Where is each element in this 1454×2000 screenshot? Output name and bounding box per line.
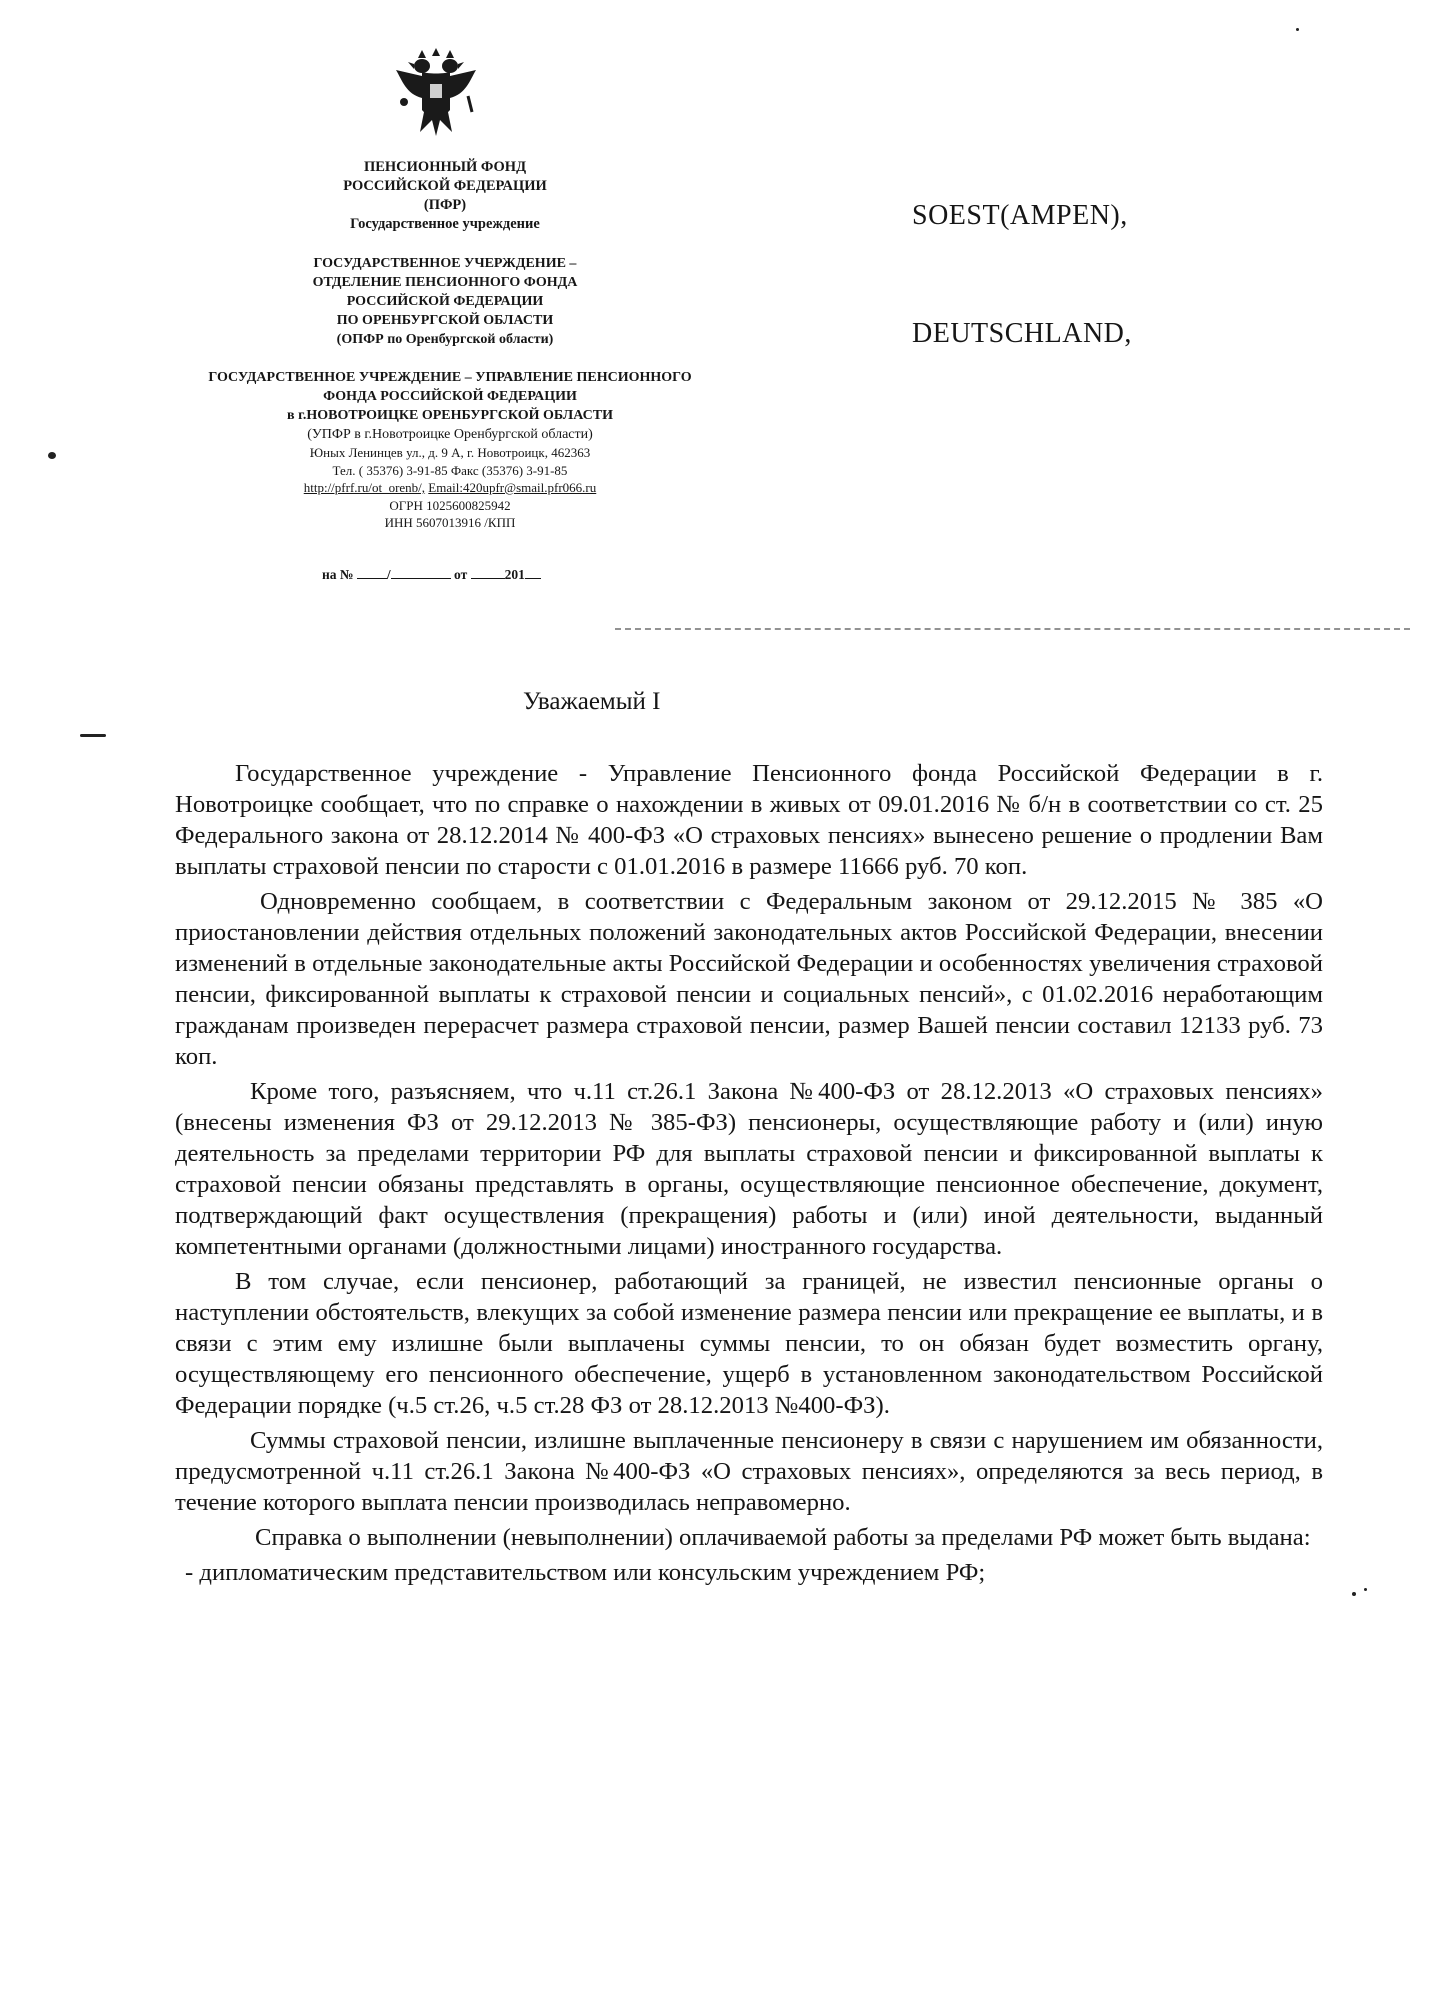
office-ogrn: ОГРН 1025600825942 bbox=[389, 497, 511, 513]
scan-speck bbox=[1296, 28, 1299, 31]
scan-speck bbox=[48, 452, 56, 459]
reference-line bbox=[322, 566, 541, 583]
recipient-city: SOEST(AMPEN), bbox=[912, 200, 1128, 231]
office-line: в г.НОВОТРОИЦКЕ ОРЕНБУРГСКОЙ ОБЛАСТИ bbox=[287, 408, 613, 423]
branch-line: (ОПФР по Оренбургской области) bbox=[336, 332, 554, 347]
office-header bbox=[150, 368, 750, 532]
scan-mark bbox=[80, 734, 106, 737]
office-phone: Тел. ( 35376) 3-91-85 Факс (35376) 3-91-85 bbox=[332, 462, 568, 478]
salutation: Уважаемый I bbox=[523, 688, 661, 715]
body-paragraph: Кроме того, разъясняем, что ч.11 ст.26.1 Закона №400-ФЗ от 28.12.2013 «О страховых пенсиях» (внесены изменения ФЗ от 29.12.2013 № 385-ФЗ) пенсионеры, осуществляющие работу и (или) иную деятельность за пределами территории РФ для выплаты страховой пенсии и фиксированной выплаты к страховой пенсии обязаны представлять в органы, осуществляющие пенсионное обеспечение, документ, подтверждающий факт осуществления (прекращения) работы и (или) иной деятельности, выданный компетентными органами (должностными лицами) иностранного государства. bbox=[175, 1078, 1323, 1260]
ref-prefix: на № bbox=[322, 567, 354, 582]
fund-header bbox=[300, 158, 590, 234]
ref-date-blank bbox=[391, 566, 451, 579]
fund-line: РОССИЙСКОЙ ФЕДЕРАЦИИ bbox=[343, 178, 547, 194]
body-paragraph: Одновременно сообщаем, в соответствии с Федеральным законом от 29.12.2015 № 385 «О приостановлении действия отдельных положений законодательных актов Российской Федерации, внесении изменений в отдельные законодательные акты Российской Федерации и особенностях увеличения страховой пенсии, фиксированной выплаты к страховой пенсии и социальных пенсий», с 01.02.2016 неработающим гражданам произведен перерасчет размера страховой пенсии, размер Вашей пенсии составил 12133 руб. 73 коп. bbox=[175, 888, 1323, 1070]
office-web-link[interactable]: http://pfrf.ru/ot_orenb/, bbox=[303, 480, 426, 495]
ref-year-blank bbox=[525, 566, 541, 579]
office-inn: ИНН 5607013916 /КПП bbox=[384, 515, 516, 530]
fund-line: Государственное учреждение bbox=[350, 216, 540, 232]
branch-line: ПО ОРЕНБУРГСКОЙ ОБЛАСТИ bbox=[336, 313, 554, 328]
fund-line: ПЕНСИОННЫЙ ФОНД bbox=[363, 159, 527, 175]
branch-line: РОССИЙСКОЙ ФЕДЕРАЦИИ bbox=[346, 294, 544, 309]
ref-slash: / bbox=[386, 567, 391, 582]
office-line: ГОСУДАРСТВЕННОЕ УЧРЕЖДЕНИЕ – УПРАВЛЕНИЕ ПЕНСИОННОГО bbox=[208, 370, 692, 385]
ref-from: от bbox=[454, 567, 468, 582]
recipient-country: DEUTSCHLAND, bbox=[912, 318, 1132, 349]
double-headed-eagle-emblem bbox=[392, 40, 480, 140]
branch-line: ОТДЕЛЕНИЕ ПЕНСИОННОГО ФОНДА bbox=[312, 275, 578, 290]
branch-line: ГОСУДАРСТВЕННОЕ УЧЕРЖДЕНИЕ – bbox=[313, 256, 577, 271]
body-paragraph: В том случае, если пенсионер, работающий за границей, не известил пенсионные органы о наступлении обстоятельств, влекущих за собой изменение размера пенсии или прекращение ее выплаты, и в связи с этим ему излишне были выплачены суммы пенсии, то он обязан будет возместить органу, осуществляющему его пенсионного обеспечение, ущерб в установленном законодательством Российской Федерации порядке (ч.5 ст.26, ч.5 ст.28 ФЗ от 28.12.2013 №400-ФЗ). bbox=[175, 1268, 1323, 1419]
dashed-separator bbox=[615, 628, 1410, 630]
ref-day-blank bbox=[471, 566, 505, 579]
branch-header bbox=[270, 254, 620, 349]
ref-year: 201 bbox=[504, 567, 525, 582]
body-paragraph: Суммы страховой пенсии, излишне выплаченные пенсионеру в связи с нарушением им обязанности, предусмотренной ч.11 ст.26.1 Закона №400-ФЗ «О страховых пенсиях», определяются за весь период, в течение которого выплата пенсии производилась неправомерно. bbox=[175, 1427, 1323, 1516]
letter-body bbox=[175, 758, 1323, 1592]
list-item: - дипломатическим представительством или консульским учреждением РФ; bbox=[185, 1559, 986, 1586]
office-line: (УПФР в г.Новотроицке Оренбургской области) bbox=[307, 427, 593, 442]
scan-speck bbox=[1364, 1588, 1367, 1591]
office-email[interactable]: Email:420upfr@smail.pfr066.ru bbox=[428, 480, 597, 495]
body-paragraph: Справка о выполнении (невыполнении) оплачиваемой работы за пределами РФ может быть выдана: bbox=[255, 1524, 1311, 1551]
fund-line: (ПФР) bbox=[423, 197, 467, 213]
body-paragraph: Государственное учреждение - Управление Пенсионного фонда Российской Федерации в г. Новотроицке сообщает, что по справке о нахождении в живых от 09.01.2016 № б/н в соответствии со ст. 25 Федерального закона от 28.12.2014 № 400-ФЗ «О страховых пенсиях» вынесено решение о продлении Вам выплаты страховой пенсии по старости с 01.01.2016 в размере 11666 руб. 70 коп. bbox=[175, 760, 1323, 880]
scan-speck bbox=[1352, 1592, 1356, 1596]
office-address: Юных Ленинцев ул., д. 9 А, г. Новотроицк, 462363 bbox=[309, 445, 591, 460]
office-line: ФОНДА РОССИЙСКОЙ ФЕДЕРАЦИИ bbox=[323, 389, 577, 404]
office-contacts bbox=[150, 479, 750, 497]
ref-number-blank bbox=[357, 566, 387, 579]
